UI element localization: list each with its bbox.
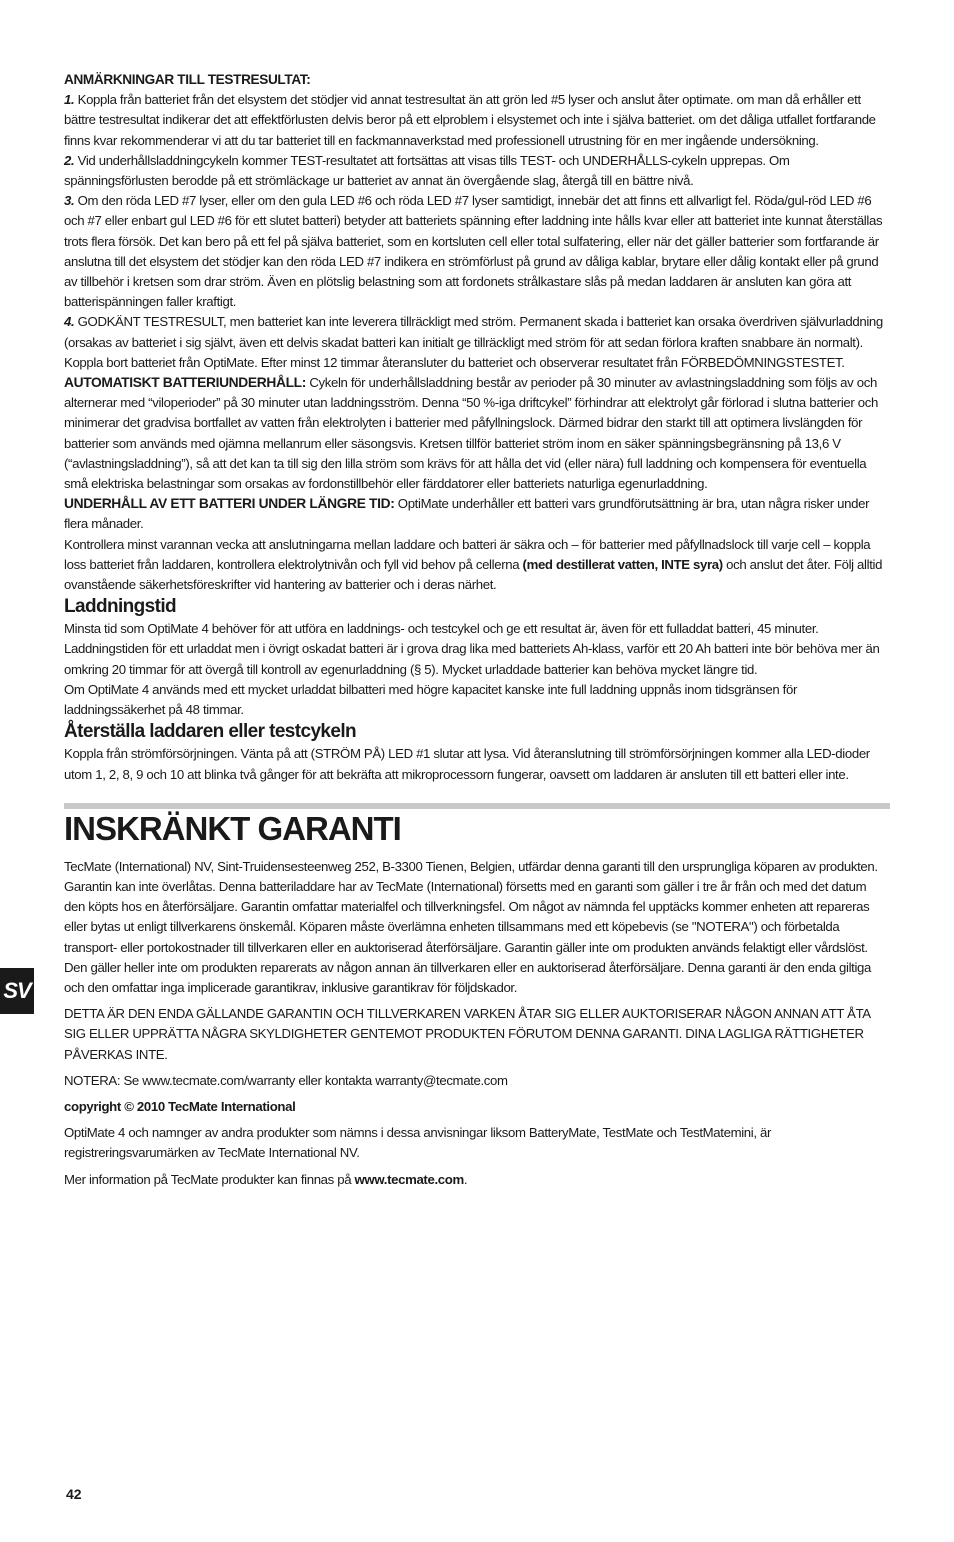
note-number: 4. [64, 314, 75, 330]
long-term-label: UNDERHÅLL AV ETT BATTERI UNDER LÄNGRE TID: [64, 496, 395, 512]
reset-p1: Koppla från strömförsörjningen. Vänta på att (STRÖM PÅ) LED #1 slutar att lysa. Vid återanslutning till strömförsörjningen kommer alla LED-dioder utom 1, 2, 8, 9 och 10 att blinka två gånger för att bekräfta att mikroprocessorn fungerar, oavsett om laddaren är ansluten till ett batteri eller inte. [64, 746, 870, 782]
note-item-3 [64, 191, 890, 312]
warranty-p2: DETTA ÄR DEN ENDA GÄLLANDE GARANTIN OCH TILLVERKAREN VARKEN ÅTAR SIG ELLER AUKTORISERAR NÅGON ANNAN ATT ÅTA SIG ELLER UPPRÄTTA NÅGRA SKYLDIGHETER GENTEMOT PRODUKTEN FÖRUTOM DENNA GARANTI. DINA LAGLIGA RÄTTIGHETER PÅVERKAS INTE. [64, 1006, 871, 1062]
note-number: 1. [64, 92, 75, 108]
auto-maintenance-text: Cykeln för underhållsladdning består av perioder på 30 minuter av avlastningsladdning som följs av och alternerar med “viloperioder” på 30 minuter utan laddningsström. Denna “50 %-iga driftcykel” förhindrar att elektrolyt går förlorad i slutna batterier och minimerar det gradvisa bortfallet av vatten från elektrolyten i batterier med påfyllningslock. Därmed bidrar den starkt till att optimera livslängden för batterier som används med ojämna mellanrum eller säsongsvis. Kretsen tillför batteriet ström inom en säker spänningsbegränsning på 13,6 V (“avlastningsladdning”), så att det kan ta till sig den lilla ström som krävs för att hålla det vid (eller nära) full laddning och kompensera för eventuella små elektriska belastningar som orsakas av fordonstillbehör eller färddatorer eller batteriets naturliga egenurladdning. [64, 375, 878, 492]
warranty-note: NOTERA: Se www.tecmate.com/warranty eller kontakta warranty@tecmate.com [64, 1072, 508, 1088]
long-term-text: OptiMate underhåller ett batteri vars grundförutsättning är bra, utan några risker under flera månader. [64, 496, 870, 532]
charging-time-p2: Om OptiMate 4 används med ett mycket urladdat bilbatteri med högre kapacitet kanske inte full laddning uppnås inom tidsgränsen för laddningssäkerhet på 48 timmar. [64, 681, 797, 718]
note-number: 2. [64, 152, 75, 168]
note-item-4 [64, 312, 890, 373]
warranty-title: INSKRÄNKT GARANTI [64, 809, 401, 847]
website-link[interactable]: www.tecmate.com [354, 1171, 464, 1187]
more-info-prefix: Mer information på TecMate produkter kan finnas på [64, 1171, 355, 1187]
language-tab: SV [0, 968, 34, 1014]
auto-maintenance-label: AUTOMATISKT BATTERIUNDERHÅLL: [64, 375, 306, 391]
more-info-text [64, 1170, 890, 1190]
charging-time-heading: Laddningstid [64, 596, 177, 618]
trademark-text: OptiMate 4 och namnger av andra produkter som nämns i dessa anvisningar liksom BatteryMate, TestMate och TestMatemini, är registreringsvarumärken av TecMate International NV. [64, 1125, 771, 1161]
charging-time-p1: Minsta tid som OptiMate 4 behöver för att utföra en laddnings- och testcykel och ge ett resultat är, även för ett fulladdat batteri, 45 minuter. Laddningstiden för ett urladdat men i övrigt oskadat batteri är i grova drag lika med batteriets Ah-klass, varför ett 20 Ah batteri inte bör behöva mer än omkring 20 timmar för att övergå till kontroll av egenurladdning (§ 5). Mycket urladdade batterier kan behöva mycket längre tid. [64, 621, 880, 677]
note-text: Om den röda LED #7 lyser, eller om den gula LED #6 och röda LED #7 lyser samtidigt, innebär det att finns ett allvarligt fel. Röda/gul-röd LED #6 och #7 eller enbart gul LED #6 för ett slutet batteri) betyder att batteriets spänning efter laddning inte hålls kvar eller att batteriet inte kunnat återställas trots flera försök. Det kan bero på ett fel på själva batteriet, som en kortsluten cell eller total sulfatering, eller när det gäller batterier som fortfarande är anslutna till det elsystem det stödjer kan den röda LED #7 indikera en strömförlust på grund av dåliga kablar, brytare eller dålig kontakt eller på grund av tillbehör i kretsen som drar ström. Även en plötslig belastning som att fordonets strålkastare slås på medan laddaren är ansluten kan göra att batterispänningen faller kraftigt. [64, 193, 883, 310]
note-text: GODKÄNT TESTRESULT, men batteriet kan inte leverera tillräckligt med ström. Permanent skada i batteriet kan orsaka överdriven självurladdning (orsakas av batteriet i sig självt, även ett delvis skadat batteri kan initialt ge tillräckligt med ström för att sedan förlora kraften snabbare än normalt). Koppla bort batteriet från OptiMate. Efter minst 12 timmar återansluter du batteriet och observerar resultatet från FÖRBEDÖMNINGSTESTET. [64, 314, 883, 370]
long-term-paragraph-2 [64, 535, 890, 596]
warranty-p1: TecMate (International) NV, Sint-Truidensesteenweg 252, B-3300 Tienen, Belgien, utfärdar denna garanti till den ursprungliga köparen av produkten. Garantin kan inte överlåtas. Denna batteriladdare har av TecMate (International) försetts med en garanti som gäller i tre år från och med det datum den köpts hos en återförsäljare. Garantin omfattar materialfel och tillverkningsfel. Om något av nämnda fel upptäcks kommer enheten att repareras eller bytas ut enligt tillverkarens önskemål. Köparen måste överlämna enheten tillsammans med ett köpebevis (se "NOTERA") och förbetalda transport- eller portokostnader till tillverkaren eller en auktoriserad återförsäljare. Garantin gäller inte om produkten används felaktigt eller vårdslöst. Den gäller heller inte om produkten reparerats av någon annan än tillverkaren eller en auktoriserad återförsäljare. Denna garanti är den enda giltiga och den omfattar inga implicerade garantikrav, inklusive garantikrav för följdskador. [64, 858, 878, 995]
note-text: Koppla från batteriet från det elsystem det stödjer vid annat testresultat än att grön led #5 lyser och anslut åter optimate. om man då erhåller ett bättre testresultat indikerar det att effektförlusten delvis beror på ett elproblem i elsystemet och inte i själva batteriet. om det dåliga utfallet fortfarande finns kvar rekommenderar vi att du tar batteriet till en fackmannaverkstad med professionell utrustning för en mer ingående undersökning. [64, 92, 876, 148]
note-item-1 [64, 90, 890, 151]
note-number: 3. [64, 193, 75, 209]
note-text: Vid underhållsladdningcykeln kommer TEST-resultatet att fortsättas att visas tills TEST- och UNDERHÅLLS-cykeln upprepas. Om spänningsförlusten berodde på ett strömläckage ur batteriet av annat än övergående slag, återgå till en bättre nivå. [64, 152, 790, 189]
warranty-section [64, 857, 890, 1190]
long-term-text-a: Kontrollera minst varannan vecka att anslutningarna mellan laddare och batteri är säkra och – för batterier med påfyllnadslock till varje cell – koppla loss batteriet från laddaren, kontrollera elektrolytnivån och fyll vid behov på cellerna [64, 536, 871, 572]
notes-heading: ANMÄRKNINGAR TILL TESTRESULTAT: [64, 72, 311, 87]
long-term-bold: (med destillerat vatten, INTE syra) [522, 556, 723, 572]
reset-heading: Återställa laddaren eller testcykeln [64, 721, 357, 743]
long-term-text-b: och anslut det åter. Följ alltid ovanstående säkerhetsföreskrifter vid hantering av batterier och i deras närhet. [64, 556, 883, 593]
page-number: 42 [66, 1486, 82, 1502]
copyright-text: copyright © 2010 TecMate International [64, 1098, 296, 1114]
more-info-suffix: . [463, 1171, 468, 1187]
long-term-paragraph [64, 494, 890, 534]
page-content [64, 70, 890, 1190]
auto-maintenance-paragraph [64, 373, 890, 494]
note-item-2 [64, 151, 890, 191]
